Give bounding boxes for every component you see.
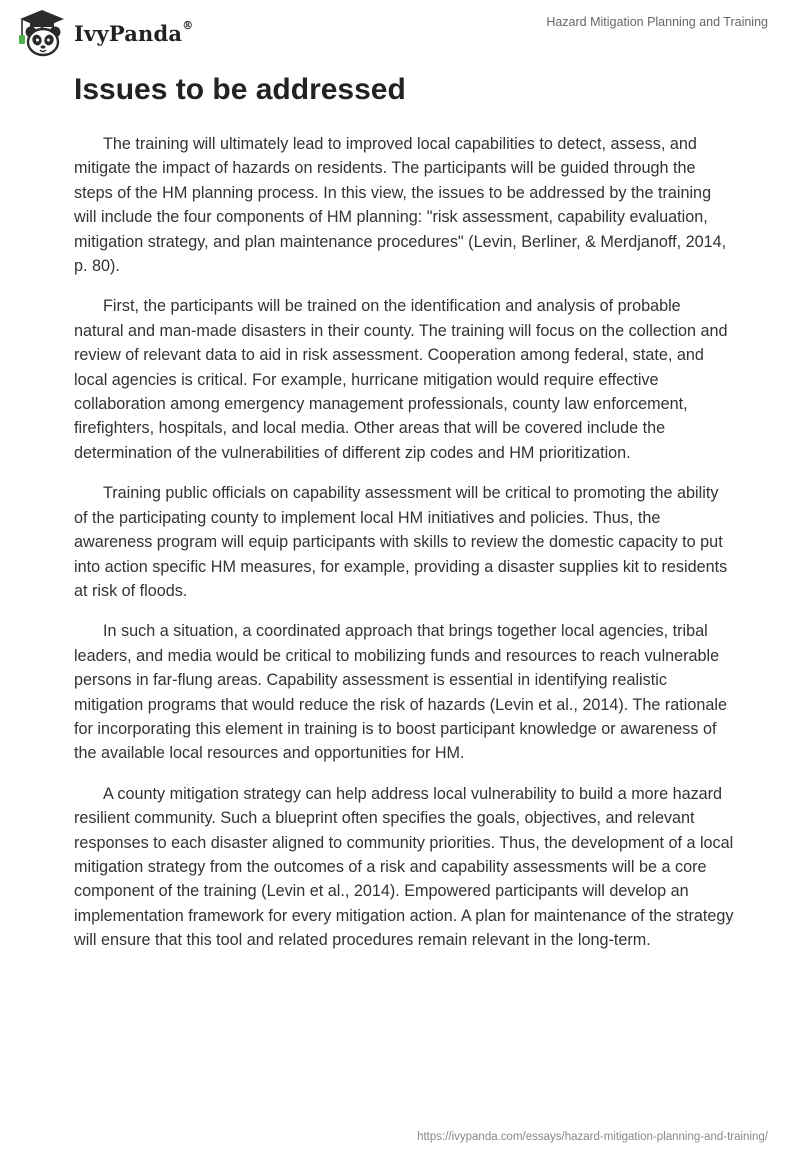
source-url[interactable]: https://ivypanda.com/essays/hazard-mitigation-planning-and-training/ bbox=[417, 1131, 768, 1143]
page-header bbox=[0, 0, 800, 60]
panda-graduate-icon bbox=[12, 7, 68, 59]
ivypanda-logo[interactable] bbox=[12, 7, 193, 59]
document-title: Hazard Mitigation Planning and Training bbox=[546, 15, 768, 29]
paragraph-capability-assessment: Training public officials on capability assessment will be critical to promoting the ability of the participating county to implement local HM initiatives and policies. Thus, the awareness program will equip participants with skills to review the domestic capacity to put into action specific HM measures, for example, providing a disaster supplies kit to residents at risk of floods. bbox=[74, 484, 728, 600]
logo-text: IvyPanda bbox=[74, 20, 183, 46]
paragraph-mitigation-strategy: A county mitigation strategy can help address local vulnerability to build a more hazard resilient community. Such a blueprint often specifies the goals, objectives, and relevant responses to each disaster aligned to community priorities. Thus, the development of a local mitigation strategy from the outcomes of a risk and capability assessments will be a core component of the training (Levin et al., 2014). Empowered participants will develop an implementation framework for every mitigation action. A plan for maintenance of the strategy will ensure that this tool and related procedures remain relevant in the long-term. bbox=[74, 784, 734, 950]
logo-wordmark bbox=[74, 18, 194, 46]
paragraph-intro: The training will ultimately lead to improved local capabilities to detect, assess, and mitigate the impact of hazards on residents. The participants will be guided through the steps of the HM planning process. In this view, the issues to be addressed by the training will include the four components of HM planning: "risk assessment, capability evaluation, mitigation strategy, and plan maintenance procedures" (Levin, Berliner, & Merdjanoff, 2014, p. 80). bbox=[74, 135, 727, 276]
section-heading: Issues to be addressed bbox=[74, 73, 406, 106]
paragraph-risk-assessment: First, the participants will be trained on the identification and analysis of probable natural and man-made disasters in their county. The training will focus on the collection and review of relevant data to aid in risk assessment. Cooperation among federal, state, and local agencies is critical. For example, hurricane mitigation would require effective collaboration among emergency management professionals, county law enforcement, firefighters, hospitals, and local media. Other areas that will be covered include the determination of the vulnerabilities of different zip codes and HM prioritization. bbox=[74, 297, 728, 462]
paragraph-coordinated-approach: In such a situation, a coordinated approach that brings together local agencies, tribal leaders, and media would be critical to mobilizing funds and resources to reach vulnerable persons in far-flung areas. Capability assessment is essential in identifying realistic mitigation programs that would reduce the risk of hazards (Levin et al., 2014). The rationale for incorporating this element in training is to boost participant knowledge or awareness of the available local resources and opportunities for HM. bbox=[74, 622, 727, 763]
essay-body bbox=[74, 132, 734, 969]
registered-mark: ® bbox=[182, 18, 194, 32]
